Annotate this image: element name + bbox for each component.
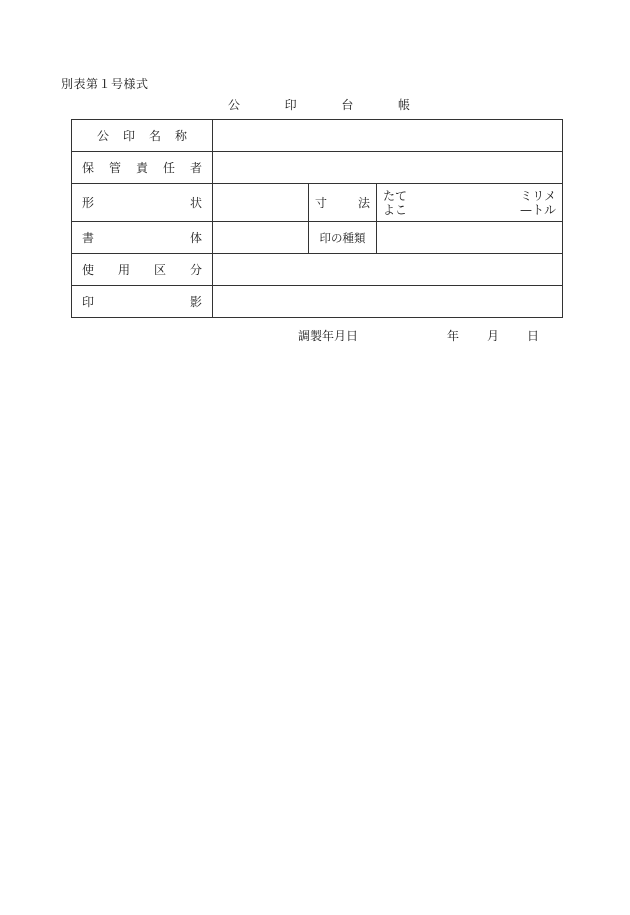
label-char: 責 (135, 161, 148, 175)
seal-type-label: 印の種類 (309, 222, 377, 254)
label-char: 印 (122, 129, 135, 143)
seal-name-label (72, 120, 213, 152)
table-row (72, 286, 563, 318)
shape-field[interactable] (213, 184, 309, 222)
seal-name-field[interactable] (213, 120, 563, 152)
title-char: 公 (228, 98, 241, 112)
seal-type-field[interactable] (377, 222, 563, 254)
label-char: 影 (189, 295, 202, 309)
title-char: 印 (284, 98, 297, 112)
label-char: 法 (357, 196, 370, 210)
usage-label (72, 254, 213, 286)
seal-register-table (71, 119, 563, 318)
label-char: 者 (189, 161, 202, 175)
page-title (228, 96, 410, 113)
impression-label (72, 286, 213, 318)
made-date (298, 327, 539, 344)
size-field[interactable] (377, 184, 563, 222)
label-char: 名 (149, 129, 162, 143)
unit-label-top: ミリメ (520, 188, 557, 203)
typeface-field[interactable] (213, 222, 309, 254)
custodian-field[interactable] (213, 152, 563, 184)
custodian-label (72, 152, 213, 184)
day-label: 日 (526, 329, 539, 343)
table-row (72, 184, 563, 222)
label-char: 印 (82, 295, 95, 309)
size-horizontal-label: よこ (383, 202, 408, 217)
label-char: 形 (82, 196, 95, 210)
date-fields (447, 327, 539, 344)
label-char: 書 (82, 231, 95, 245)
size-label (309, 184, 377, 222)
table-row (72, 152, 563, 184)
label-char: 公 (96, 129, 109, 143)
table-row (72, 222, 563, 254)
label-char: 任 (162, 161, 175, 175)
impression-field[interactable] (213, 286, 563, 318)
month-label: 月 (486, 329, 499, 343)
label-char: 保 (82, 161, 95, 175)
typeface-label (72, 222, 213, 254)
size-vertical-label: たて (383, 188, 408, 203)
label-char: 分 (189, 263, 202, 277)
label-char: 寸 (315, 196, 328, 210)
usage-field[interactable] (213, 254, 563, 286)
label-char: 使 (82, 263, 95, 277)
label-char: 体 (189, 231, 202, 245)
label-char: 区 (153, 263, 166, 277)
table-row (72, 120, 563, 152)
made-date-label: 調製年月日 (298, 329, 359, 343)
title-char: 台 (341, 98, 354, 112)
year-label: 年 (446, 329, 459, 343)
title-char: 帳 (397, 98, 410, 112)
form-number: 別表第１号様式 (61, 77, 149, 91)
label-char: 状 (189, 196, 202, 210)
label-char: 用 (117, 263, 130, 277)
label-char: 称 (175, 129, 188, 143)
shape-label (72, 184, 213, 222)
label-char: 管 (108, 161, 121, 175)
table-row (72, 254, 563, 286)
unit-label-bottom: —トル (520, 202, 557, 217)
